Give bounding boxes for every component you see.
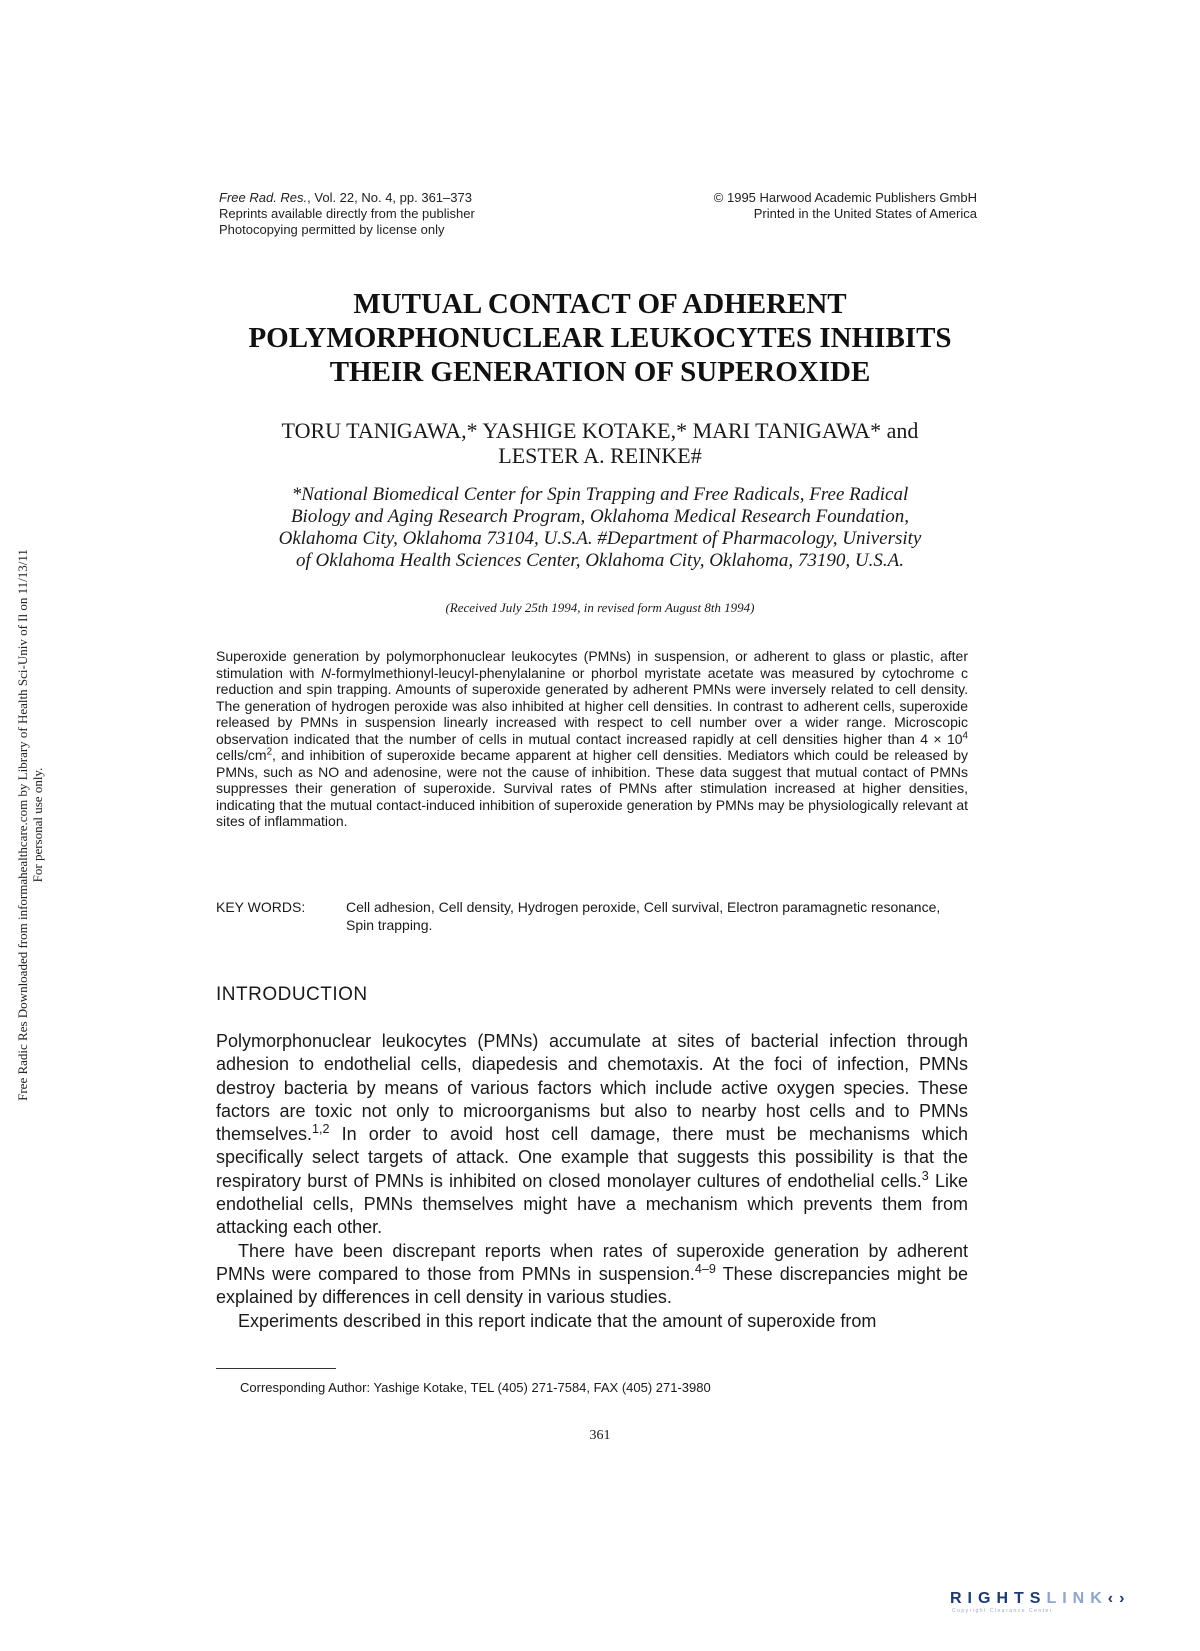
affiliation-line-2: Biology and Aging Research Program, Oklahoma Medical Research Foundation,	[290, 506, 910, 527]
rightslink-logo[interactable]	[950, 1590, 1180, 1620]
introduction-body	[216, 1030, 968, 1333]
intro-p1-part-c: Like endothelial cells, PMNs themselves might have a mechanism which prevents them from attacking each other.	[216, 1170, 968, 1238]
authors-line-1: TORU TANIGAWA,* YASHIGE KOTAKE,* MARI TANIGAWA* and	[281, 418, 919, 443]
intro-paragraph-3: Experiments described in this report indicate that the amount of superoxide from	[238, 1310, 877, 1331]
affiliations	[212, 484, 988, 572]
title-line-2: POLYMORPHONUCLEAR LEUKOCYTES INHIBITS	[248, 322, 952, 354]
logo-word-link: LINK	[1046, 1590, 1108, 1607]
keywords-label: KEY WORDS:	[216, 899, 306, 915]
intro-p1-part-a: Polymorphonuclear leukocytes (PMNs) accumulate at sites of bacterial infection through adhesion to endothelial cells, diapedesis and chemotaxis. At the foci of infection, PMNs destroy bacteria by means of various factors which include active oxygen species. These factors are toxic not only to microorganisms but also to nearby host cells and to PMNs themselves.	[216, 1031, 968, 1145]
photocopy-note: Photocopying permitted by license only	[219, 222, 445, 237]
page-number: 361	[589, 1428, 611, 1443]
article-title	[200, 287, 1000, 389]
abstract-part-1: Superoxide generation by polymorphonuclear leukocytes (PMNs) in suspension, or adherent to glass or plastic, after stimulation with	[216, 648, 968, 681]
intro-ref-1: 1,2	[312, 1122, 330, 1137]
abstract-part-2: -formylmethionyl-leucyl-phenylalanine or phorbol myristate acetate was measured by cytochrome c reduction and spin trapping. Amounts of superoxide generated by adherent PMNs were inversely related to cell density. The generation of hydrogen peroxide was also inhibited at higher cell densities. In contrast to adherent cells, superoxide released by PMNs in suspension linearly increased with respect to cell number over a wider range. Microscopic observation indicated that the number of cells in mutual contact increased rapidly at cell densities higher than 4 × 10	[216, 664, 968, 747]
abstract	[216, 648, 968, 830]
affiliation-line-4: of Oklahoma Health Sciences Center, Oklahoma City, Oklahoma, 73190, U.S.A.	[296, 550, 904, 571]
copyright-line: © 1995 Harwood Academic Publishers GmbH	[713, 190, 977, 205]
intro-p2-part-a: There have been discrepant reports when rates of superoxide generation by adherent PMNs were compared to those from PMNs in suspension.	[216, 1240, 968, 1284]
abstract-part-3: cells/cm	[216, 747, 267, 763]
affiliation-line-1: *National Biomedical Center for Spin Trapping and Free Radicals, Free Radical	[291, 484, 909, 505]
side-note-line2: For personal use only.	[30, 767, 45, 883]
publisher-notice	[640, 190, 977, 222]
logo-subtitle: Copyright Clearance Center	[952, 1608, 1053, 1614]
side-note-line1: Free Radic Res Downloaded from informahealthcare.com by Library of Health Sci-Univ of Il on 11/13/11	[15, 549, 30, 1101]
intro-p2-part-b: These discrepancies might be explained by differences in cell density in various studies.	[216, 1263, 968, 1308]
journal-abbr: Free Rad. Res.	[219, 190, 308, 205]
keywords-text: Cell adhesion, Cell density, Hydrogen peroxide, Cell survival, Electron paramagnetic resonance, Spin trapping.	[346, 899, 941, 933]
intro-ref-2: 3	[921, 1168, 929, 1183]
intro-paragraph-2	[216, 1240, 968, 1310]
title-line-3: THEIR GENERATION OF SUPEROXIDE	[329, 356, 871, 388]
download-side-note	[0, 0, 60, 1651]
title-line-1: MUTUAL CONTACT OF ADHERENT	[353, 288, 847, 320]
footnote-rule	[216, 1368, 336, 1369]
corresponding-author-footnote: Corresponding Author: Yashige Kotake, TEL (405) 271-7584, FAX (405) 271-3980	[240, 1380, 711, 1395]
intro-paragraph-1	[216, 1030, 968, 1240]
introduction-heading: INTRODUCTION	[216, 984, 368, 1005]
author-list	[200, 418, 1000, 468]
abstract-part-4: , and inhibition of superoxide became apparent at higher cell densities. Mediators which could be released by PMNs, such as NO and adenosine, were not the cause of inhibition. These data suggest that mutual contact of PMNs suppresses their generation of superoxide. Survival rates of PMNs after stimulation increased at higher densities, indicating that the mutual contact-induced inhibition of superoxide generation by PMNs may be physiologically relevant at sites of inflammation.	[216, 747, 968, 829]
reprints-note: Reprints available directly from the publisher	[219, 206, 475, 221]
logo-arrow-icon: ‹›	[1107, 1590, 1131, 1607]
printed-line: Printed in the United States of America	[753, 206, 977, 221]
journal-citation	[219, 190, 619, 238]
intro-ref-3: 4–9	[694, 1261, 716, 1276]
authors-line-2: LESTER A. REINKE#	[498, 443, 702, 468]
received-dates: (Received July 25th 1994, in revised form August 8th 1994)	[445, 600, 755, 615]
abstract-sup-2: 2	[266, 746, 273, 758]
affiliation-line-3: Oklahoma City, Oklahoma 73104, U.S.A. #Department of Pharmacology, University	[278, 528, 922, 549]
abstract-sup-1: 4	[962, 729, 968, 741]
logo-word-rights: RIGHTS	[950, 1590, 1047, 1607]
volume-info: , Vol. 22, No. 4, pp. 361–373	[307, 190, 472, 205]
abstract-italic-n: N	[321, 664, 332, 681]
intro-p1-part-b: In order to avoid host cell damage, there must be mechanisms which specifically select targets of attack. One example that suggests this possibility is that the respiratory burst of PMNs is inhibited on closed monolayer cultures of endothelial cells.	[216, 1124, 968, 1191]
